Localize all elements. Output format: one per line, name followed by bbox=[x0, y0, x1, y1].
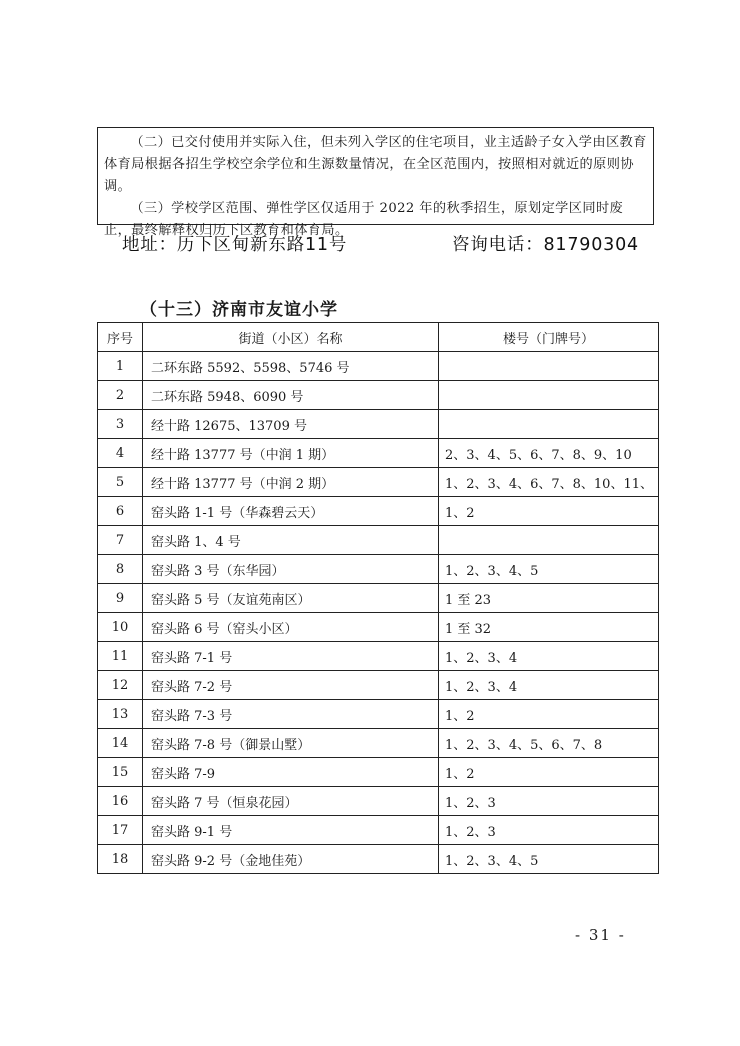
row-buildings: 1 至 32 bbox=[439, 613, 659, 642]
header-buildings: 楼号（门牌号） bbox=[439, 323, 659, 352]
row-index: 5 bbox=[98, 468, 143, 497]
row-buildings bbox=[439, 410, 659, 439]
table-row bbox=[98, 700, 659, 729]
row-buildings: 1、2、3、4、5 bbox=[439, 555, 659, 584]
school-address: 地址：历下区甸新东路11号 bbox=[122, 235, 348, 255]
row-index: 13 bbox=[98, 700, 143, 729]
row-street: 窑头路 5 号（友谊苑南区） bbox=[143, 584, 439, 613]
table-row bbox=[98, 613, 659, 642]
row-street: 经十路 12675、13709 号 bbox=[143, 410, 439, 439]
row-index: 9 bbox=[98, 584, 143, 613]
row-street: 经十路 13777 号（中润 1 期） bbox=[143, 439, 439, 468]
table-row bbox=[98, 555, 659, 584]
row-street: 窑头路 7 号（恒泉花园） bbox=[143, 787, 439, 816]
row-buildings: 1、2、3、4 bbox=[439, 642, 659, 671]
row-street: 窑头路 7-3 号 bbox=[143, 700, 439, 729]
section-title: （十三）济南市友谊小学 bbox=[140, 300, 338, 320]
row-street: 窑头路 7-8 号（御景山墅） bbox=[143, 729, 439, 758]
row-buildings: 1、2、3 bbox=[439, 787, 659, 816]
row-buildings: 1、2、3 bbox=[439, 816, 659, 845]
row-street: 窑头路 1-1 号（华森碧云天） bbox=[143, 497, 439, 526]
row-buildings: 1、2 bbox=[439, 497, 659, 526]
row-street: 窑头路 1、4 号 bbox=[143, 526, 439, 555]
row-street: 窑头路 6 号（窑头小区） bbox=[143, 613, 439, 642]
table-row bbox=[98, 729, 659, 758]
row-street: 窑头路 9-1 号 bbox=[143, 816, 439, 845]
row-buildings bbox=[439, 526, 659, 555]
district-table bbox=[97, 322, 659, 874]
table-row bbox=[98, 584, 659, 613]
row-index: 8 bbox=[98, 555, 143, 584]
row-street: 窑头路 7-1 号 bbox=[143, 642, 439, 671]
page-number: - 31 - bbox=[575, 926, 626, 944]
row-index: 16 bbox=[98, 787, 143, 816]
row-buildings: 2、3、4、5、6、7、8、9、10 bbox=[439, 439, 659, 468]
table-row bbox=[98, 468, 659, 497]
table-row bbox=[98, 526, 659, 555]
row-buildings: 1、2、3、4、5、6、7、8 bbox=[439, 729, 659, 758]
row-street: 经十路 13777 号（中润 2 期） bbox=[143, 468, 439, 497]
school-phone: 咨询电话：81790304 bbox=[452, 235, 639, 255]
note-paragraph-3: （三）学校学区范围、弹性学区仅适用于 2022 年的秋季招生，原划定学区同时废止，最终解释权归历下区教育和体育局。 bbox=[104, 201, 624, 238]
table-row bbox=[98, 758, 659, 787]
row-buildings bbox=[439, 352, 659, 381]
row-street: 窑头路 9-2 号（金地佳苑） bbox=[143, 845, 439, 874]
row-index: 7 bbox=[98, 526, 143, 555]
header-index: 序号 bbox=[98, 323, 143, 352]
table-row bbox=[98, 787, 659, 816]
table-row bbox=[98, 671, 659, 700]
row-buildings: 1、2 bbox=[439, 758, 659, 787]
table-row bbox=[98, 642, 659, 671]
header-street: 街道（小区）名称 bbox=[143, 323, 439, 352]
row-index: 6 bbox=[98, 497, 143, 526]
row-buildings: 1、2、3、4 bbox=[439, 671, 659, 700]
row-buildings: 1、2 bbox=[439, 700, 659, 729]
table-row bbox=[98, 381, 659, 410]
row-index: 15 bbox=[98, 758, 143, 787]
row-buildings bbox=[439, 381, 659, 410]
row-street: 窑头路 7-2 号 bbox=[143, 671, 439, 700]
row-index: 4 bbox=[98, 439, 143, 468]
row-index: 3 bbox=[98, 410, 143, 439]
row-street: 窑头路 7-9 bbox=[143, 758, 439, 787]
table-row bbox=[98, 845, 659, 874]
table-row bbox=[98, 497, 659, 526]
row-buildings: 1、2、3、4、6、7、8、10、11、 bbox=[439, 468, 659, 497]
row-index: 17 bbox=[98, 816, 143, 845]
table-row bbox=[98, 816, 659, 845]
row-street: 二环东路 5948、6090 号 bbox=[143, 381, 439, 410]
row-index: 18 bbox=[98, 845, 143, 874]
row-index: 10 bbox=[98, 613, 143, 642]
row-buildings: 1、2、3、4、5 bbox=[439, 845, 659, 874]
row-index: 14 bbox=[98, 729, 143, 758]
table-row bbox=[98, 439, 659, 468]
table-row bbox=[98, 352, 659, 381]
row-index: 12 bbox=[98, 671, 143, 700]
row-buildings: 1 至 23 bbox=[439, 584, 659, 613]
row-index: 1 bbox=[98, 352, 143, 381]
table-header-row bbox=[98, 323, 659, 352]
row-street: 窑头路 3 号（东华园） bbox=[143, 555, 439, 584]
notes-box bbox=[97, 127, 654, 238]
table-row bbox=[98, 410, 659, 439]
note-paragraph-2: （二）已交付使用并实际入住，但未列入学区的住宅项目，业主适龄子女入学由区教育体育局根据各招生学校空余学位和生源数量情况，在全区范围内，按照相对就近的原则协调。 bbox=[104, 135, 647, 194]
row-index: 11 bbox=[98, 642, 143, 671]
row-index: 2 bbox=[98, 381, 143, 410]
row-street: 二环东路 5592、5598、5746 号 bbox=[143, 352, 439, 381]
